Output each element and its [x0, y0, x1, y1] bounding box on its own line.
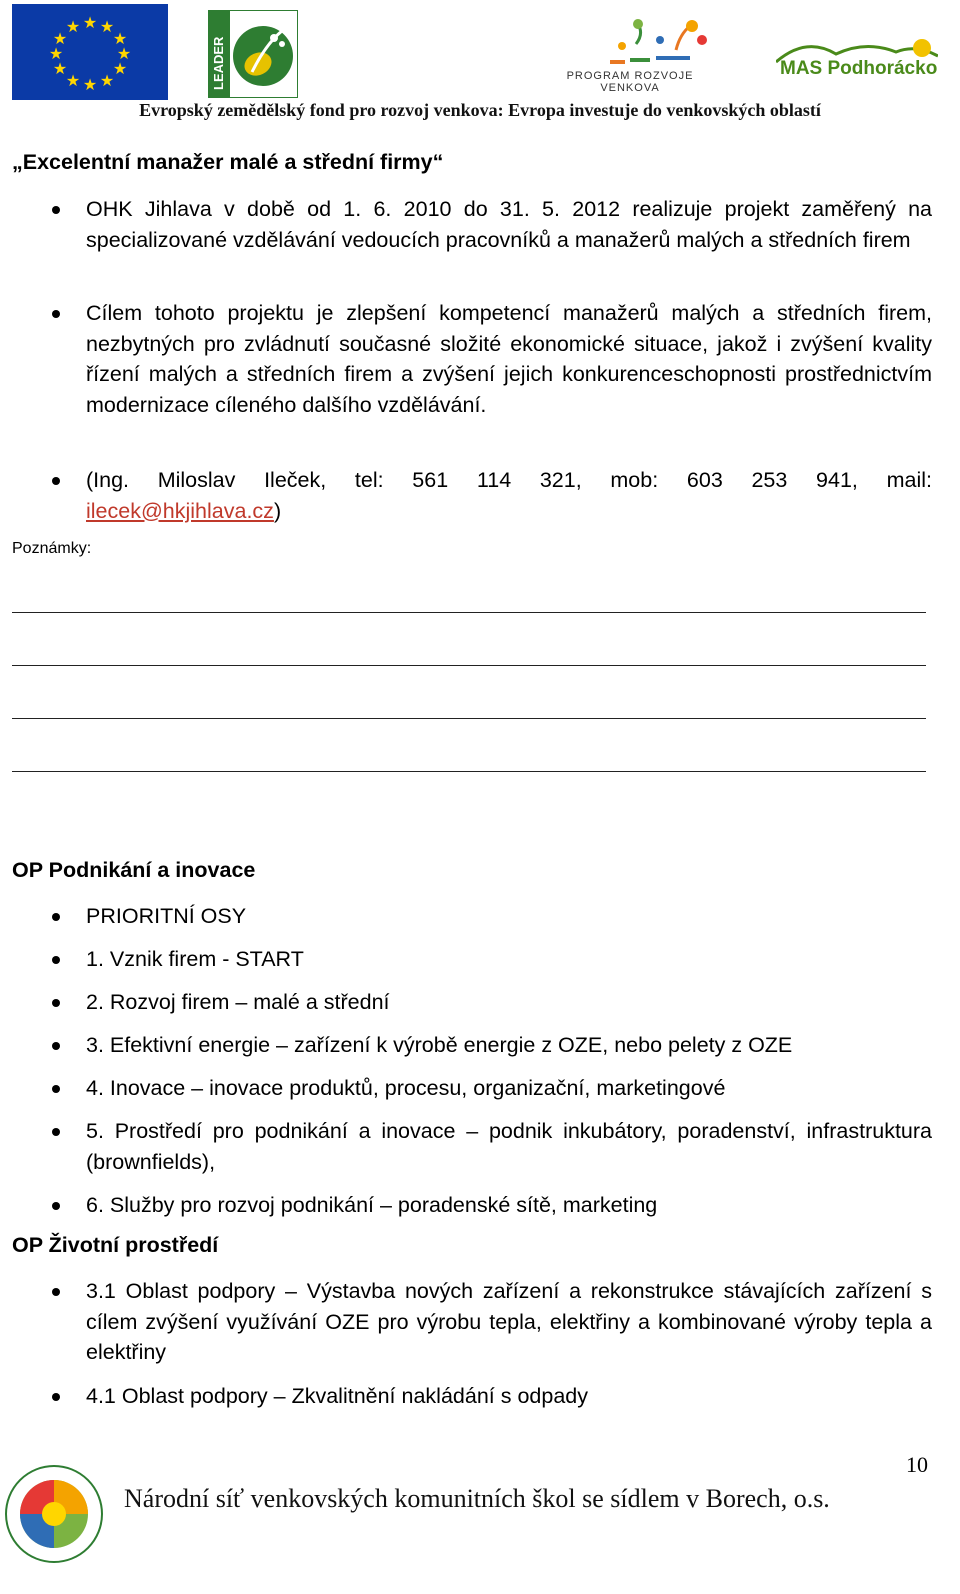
- list-item: Cílem tohoto projektu je zlepšení kompetencí manažerů malých a středních firem, nezbytných pro zvládnutí současné složité ekonomické situace, jakož i zvýšení kvality řízení malých a středních firem a zvýšení jejich konkurenceschopnosti prostřednictvím modernizace cíleného dalšího vzdělávání.: [86, 298, 932, 420]
- list-item: 4.1 Oblast podpory – Zkvalitnění nakládání s odpady: [86, 1381, 932, 1412]
- notes-line: [12, 771, 926, 772]
- notes-line: [12, 665, 926, 666]
- page-number: 10: [906, 1452, 928, 1477]
- svg-text:★: ★: [112, 29, 128, 48]
- contact-line: (Ing. Miloslav Ileček, tel: 561 114 321, mob: 603 253 941, mail:: [86, 468, 932, 492]
- community-schools-seal-logo: [4, 1464, 104, 1564]
- eu-flag-logo: [12, 4, 168, 100]
- svg-text:LEADER: LEADER: [211, 36, 226, 90]
- svg-text:★: ★: [65, 71, 81, 90]
- svg-text:★: ★: [52, 29, 68, 48]
- list-item: 1. Vznik firem - START: [86, 944, 932, 975]
- list-item: PRIORITNÍ OSY: [86, 901, 932, 932]
- notes-line: [12, 718, 926, 719]
- svg-text:★: ★: [82, 75, 98, 94]
- svg-text:★: ★: [99, 71, 115, 90]
- list-item: 2. Rozvoj firem – malé a střední: [86, 987, 932, 1018]
- svg-text:★: ★: [116, 44, 132, 63]
- section2-title: OP Podnikání a inovace: [12, 858, 256, 882]
- contact-close: ): [273, 498, 282, 523]
- svg-text:★: ★: [52, 59, 68, 78]
- section1-title: „Excelentní manažer malé a střední firmy“: [12, 150, 444, 174]
- section3-title: OP Životní prostředí: [12, 1233, 219, 1257]
- svg-text:★: ★: [112, 59, 128, 78]
- list-item: 6. Služby pro rozvoj podnikání – poradenské sítě, marketing: [86, 1190, 932, 1221]
- list-item: 4. Inovace – inovace produktů, procesu, organizační, marketingové: [86, 1073, 932, 1104]
- program-rozvoje-venkova-logo: [540, 14, 720, 94]
- contact-item: [86, 465, 932, 526]
- notes-line: [12, 612, 926, 613]
- list-item: OHK Jihlava v době od 1. 6. 2010 do 31. 5. 2012 realizuje projekt zaměřený na specializované vzdělávání vedoucích pracovníků a manažerů malých a středních firem: [86, 194, 932, 255]
- notes-label: Poznámky:: [12, 540, 92, 557]
- list-item: 5. Prostředí pro podnikání a inovace – podnik inkubátory, poradenství, infrastruktura (brownfields),: [86, 1116, 932, 1177]
- program-logo-text: PROGRAM ROZVOJE VENKOVA: [566, 70, 694, 94]
- list-item: 3. Efektivní energie – zařízení k výrobě energie z OZE, nebo pelety z OZE: [86, 1030, 932, 1061]
- svg-text:★: ★: [82, 13, 98, 32]
- svg-text:★: ★: [65, 17, 81, 36]
- email-link[interactable]: ilecek@hkjihlava.cz: [86, 498, 274, 523]
- mas-logo-text: MAS Podhorácko: [780, 58, 938, 79]
- list-item: 3.1 Oblast podpory – Výstavba nových zařízení a rekonstrukce stávajících zařízení s cílem zvýšení využívání OZE pro výrobu tepla, elektřiny a kombinované výroby tepla a elektřiny: [86, 1276, 932, 1368]
- svg-text:★: ★: [99, 17, 115, 36]
- leader-logo: [208, 10, 298, 98]
- eafrd-line: Evropský zemědělský fond pro rozvoj venkova: Evropa investuje do venkovských oblastí: [139, 100, 821, 120]
- footer-organization: Národní síť venkovských komunitních škol se sídlem v Borech, o.s.: [124, 1484, 830, 1513]
- mas-podhoracko-logo: [776, 36, 938, 86]
- svg-text:★: ★: [48, 44, 64, 63]
